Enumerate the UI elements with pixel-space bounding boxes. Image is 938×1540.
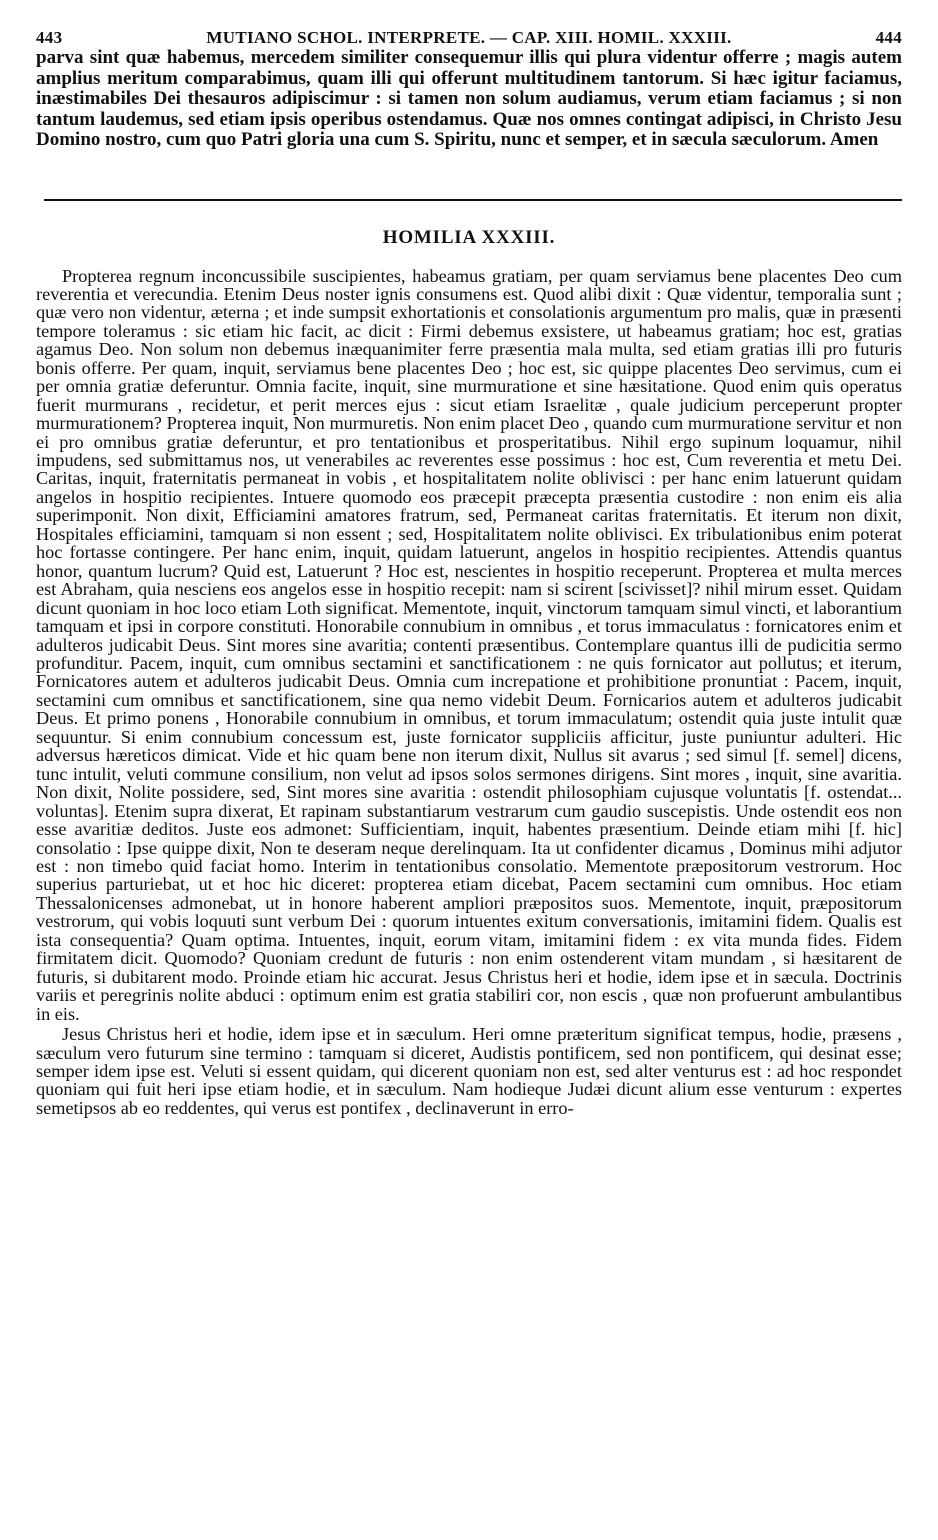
right-page-number: 444 bbox=[875, 28, 902, 47]
body-paragraph: Jesus Christus heri et hodie, idem ipse et in sæculum. Heri omne præteritum significat tempus, hodie, præsens , sæculum vero futurum sine termino : tamquam si diceret, Audistis pontificem, sed non pontificem, qui desinat esse; semper idem ipse est. Veluti si essent quidam, qui dicerent quoniam non est, sed alter venturus est : ad hoc respondet quoniam qui fuit heri ipse etiam hodie, et in sæculum. Nam hodieque Judæi dicunt alium esse venturum : expertes semetipsos ab eo reddentes, qui verus est pontifex , declinaverunt in erro- bbox=[36, 1024, 902, 1118]
page bbox=[36, 28, 902, 1117]
homily-title: HOMILIA XXXIII. bbox=[382, 226, 556, 248]
preceding-homily-ending bbox=[36, 48, 902, 151]
homily-body bbox=[36, 267, 902, 1118]
preceding-paragraph: parva sint quæ habemus, mercedem similiter consequemur illis qui plura videntur offerre ; magis autem amplius meritum comparabimus, quam illi qui offerunt multitudinem tantorum. Si hæc igitur faciamus, inæstimabiles Dei thesauros adipiscimur : si tamen non solum audiamus, verum etiam faciamus ; si non tantum laudemus, sed etiam ipsis operibus ostendamus. Quæ nos omnes contingat adipisci, in Christo Jesu Domino nostro, cum quo Patri gloria una cum S. Spiritu, nunc et semper, et in sæcula sæculorum. Amen bbox=[36, 47, 902, 150]
running-header bbox=[36, 28, 902, 48]
left-page-number: 443 bbox=[36, 28, 63, 47]
body-paragraph: Propterea regnum inconcussibile suscipientes, habeamus gratiam, per quam serviamus bene placentes Deo cum reverentia et verecundia. Etenim Deus noster ignis consumens est. Quod alibi dixit : Quæ videntur, temporalia sunt ; quæ vero non videntur, æterna ; et inde sumpsit exhortationis et consolationis argumentum pro malis, quæ in præsenti tempore toleramus : sic etiam hic facit, ac dicit : Firmi debemus exsistere, ut habeamus gratiam; hoc est, gratias agamus Deo. Non solum non debemus inæquanimiter ferre præsentia mala multa, sed etiam gratias illi pro futuris bonis offerre. Per quam, inquit, serviamus bene placentes Deo ; hoc est, sic quippe placentes Deo servimus, cum ei per omnia gratiæ deferuntur. Omnia facite, inquit, sine murmuratione et sine hæsitatione. Quod enim quis operatus fuerit murmurans , recidetur, et perit merces ejus : sicut etiam Israelitæ , quale judicium perceperunt propter murmurationem? Propterea inquit, Non murmuretis. Non enim placet Deo , quando cum murmuratione servitur et non ei pro omnibus gratiæ deferuntur, et pro tentationibus et prosperitatibus. Nihil ergo supinum loquamur, nihil impudens, sed submittamus nos, ut venerabiles ac reverentes esse possimus : hoc est, Cum reverentia et metu Dei. Caritas, inquit, fraternitatis permaneat in vobis , et hospitalitatem nolite oblivisci : per hanc enim latuerunt quidam angelos in hospitio recipientes. Intuere quomodo eos præcepit præcepta præsentia custodire : non enim eis alia superimponit. Non dixit, Efficiamini amatores fratrum, sed, Permaneat caritas fraternitatis. Et iterum non dixit, Hospitales efficiamini, tamquam si non essent ; sed, Hospitalitatem nolite oblivisci. Ex tribulationibus enim poterat hoc fortasse contingere. Per hanc enim, inquit, quidam latuerunt, angelos in hospitio recipientes. Attendis quantus honor, quantum lucrum? Quid est, Latuerunt ? Hoc est, nescientes in hospitio receperunt. Propterea et multa merces est Abraham, quia nesciens eos angelos esse in hospitio recepit: nam si scirent [scivisset]? nihil mirum esset. Quidam dicunt quoniam in hoc loco etiam Loth significat. Mementote, inquit, vinctorum tamquam simul vincti, et laborantium tamquam et ipsi in corpore constituti. Honorabile connubium in omnibus , et torus immaculatus : fornicatores enim et adulteros judicabit Deus. Sint mores sine avaritia; contenti præsentibus. Contemplare quantus illi de pudicitia sermo profunditur. Pacem, inquit, cum omnibus sectamini et sanctificationem : ne quis fornicator aut pollutus; et iterum, Fornicatores autem et adulteros judicabit Deus. Omnia cum increpatione et prohibitione pronuntiat : Pacem, inquit, sectamini cum omnibus et sanctificationem, sine qua nemo videbit Deum. Fornicarios autem et adulteros judicabit Deus. Et primo ponens , Honorabile connubium in omnibus, et torum immaculatum; ostendit quia juste intulit quæ sequuntur. Si enim connubium concessum est, juste fornicator suppliciis afficitur, juste puniuntur adulteri. Hic adversus hæreticos dimicat. Vide et hic quam bene non iterum dixit, Nullus sit avarus ; sed simul [f. semel] dicens, tunc intulit, veluti commune consilium, non velut ad ipsos solos sermones dirigens. Sint mores , inquit, sine avaritia. Non dixit, Nolite possidere, sed, Sint mores sine avaritia : ostendit philosophiam cujusque voluntatis [f. ostendat... voluntas]. Etenim supra dixerat, Et rapinam substantiarum vestrarum cum gaudio suscepistis. Unde ostendit eos non esse avaritiæ deditos. Juste eos admonet: Sufficientiam, inquit, habentes præsentium. Deinde etiam mihi [f. hic] consolatio : Ipse quippe dixit, Non te deseram neque derelinquam. Ita ut confidenter dicamus , Dominus mihi adjutor est : non timebo quid faciat homo. Interim in tentationibus consolatio. Mementote præpositorum vestrorum. Hoc superius parturiebat, ut et hoc hic diceret: propterea etiam dicebat, Pacem sectamini cum omnibus. Hoc etiam Thessalonicenses admonebat, ut in honore haberent ampliori præpositos suos. Mementote, inquit, præpositorum vestrorum, qui vobis loquuti sunt verbum Dei : quorum intuentes exitum conversationis, imitamini fidem. Qualis est ista consequentia? Quam optima. Intuentes, inquit, eorum vitam, imitamini fidem : ex vita munda fides. Fidem firmitatem dicit. Quomodo? Quoniam credunt de futuris : non enim ostenderent vitam mundam , si hæsitarent de futuris, si dubitarent modo. Proinde etiam hic accurat. Jesus Christus heri et hodie, idem ipse et in sæcula. Doctrinis variis et peregrinis nolite abduci : optimum enim est gratia stabiliri cor, non escis , quæ non profuerunt ambulantibus in eis. bbox=[36, 265, 902, 1024]
section-divider bbox=[44, 199, 902, 201]
running-title: MUTIANO SCHOL. INTERPRETE. — CAP. XIII. HOMIL. XXXIII. bbox=[206, 28, 732, 47]
